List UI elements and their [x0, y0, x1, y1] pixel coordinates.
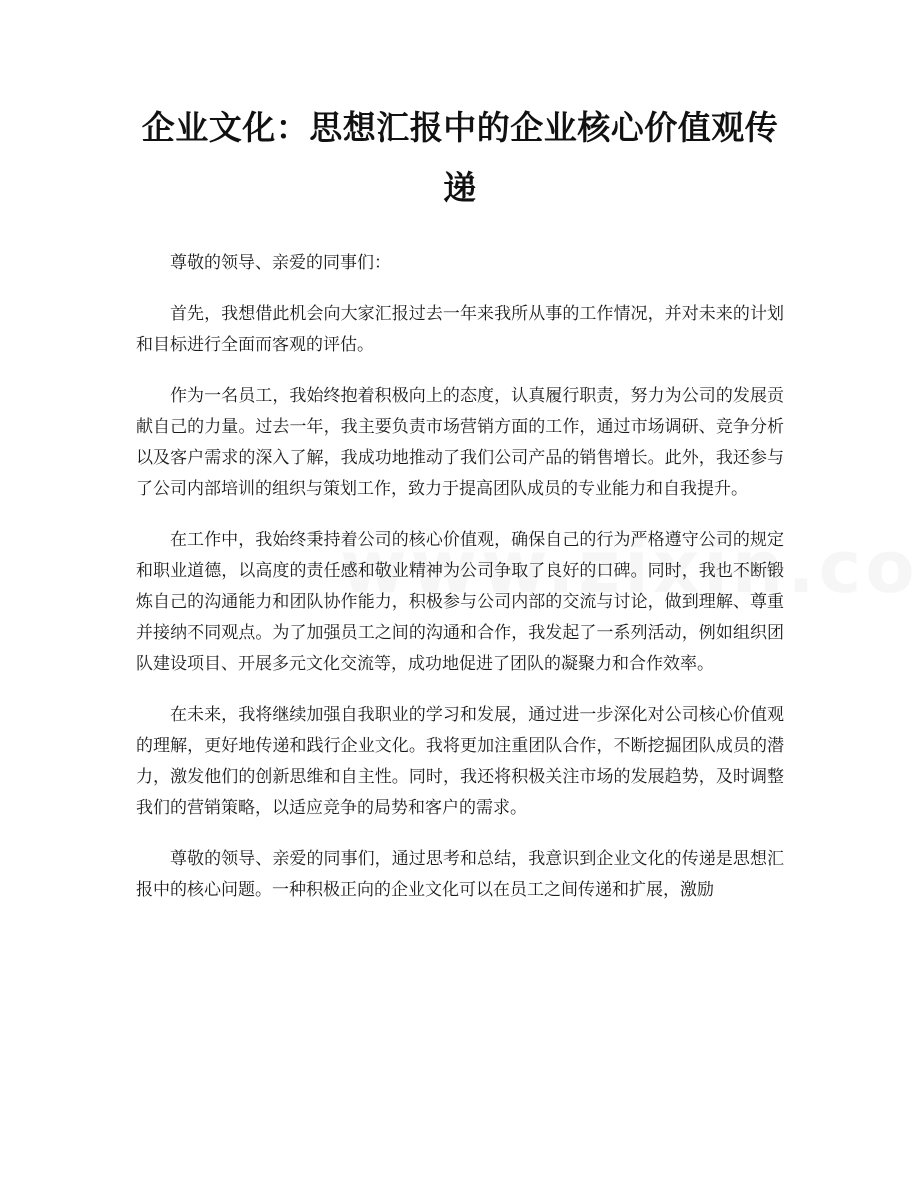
body-paragraph-4: 在未来，我将继续加强自我职业的学习和发展，通过进一步深化对公司核心价值观的理解，更好地传递和践行企业文化。我将更加注重团队合作，不断挖掘团队成员的潜力，激发他们的创新思维和自主性。同时，我还将积极关注市场的发展趋势，及时调整我们的营销策略，以适应竞争的局势和客户的需求。	[136, 705, 784, 818]
body-paragraph-5: 尊敬的领导、亲爱的同事们，通过思考和总结，我意识到企业文化的传递是思想汇报中的核心问题。一种积极正向的企业文化可以在员工之间传递和扩展，激励	[136, 849, 784, 900]
body-paragraph-3: 在工作中，我始终秉持着公司的核心价值观，确保自己的行为严格遵守公司的规定和职业道德，以高度的责任感和敬业精神为公司争取了良好的口碑。同时，我也不断锻炼自己的沟通能力和团队协作能力，积极参与公司内部的交流与讨论，做到理解、尊重并接纳不同观点。为了加强员工之间的沟通和合作，我发起了一系列活动，例如组织团队建设项目、开展多元文化交流等，成功地促进了团队的凝聚力和合作效率。	[136, 530, 784, 674]
document-title: 企业文化：思想汇报中的企业核心价值观传递	[141, 108, 779, 207]
body-paragraph-1: 首先，我想借此机会向大家汇报过去一年来我所从事的工作情况，并对未来的计划和目标进行全面而客观的评估。	[136, 304, 784, 355]
salutation-paragraph: 尊敬的领导、亲爱的同事们：	[170, 253, 391, 273]
body-paragraph-2: 作为一名员工，我始终抱着积极向上的态度，认真履行职责，努力为公司的发展贡献自己的力量。过去一年，我主要负责市场营销方面的工作，通过市场调研、竞争分析以及客户需求的深入了解，我成功地推动了我们公司产品的销售增长。此外，我还参与了公司内部培训的组织与策划工作，致力于提高团队成员的专业能力和自我提升。	[136, 386, 784, 499]
